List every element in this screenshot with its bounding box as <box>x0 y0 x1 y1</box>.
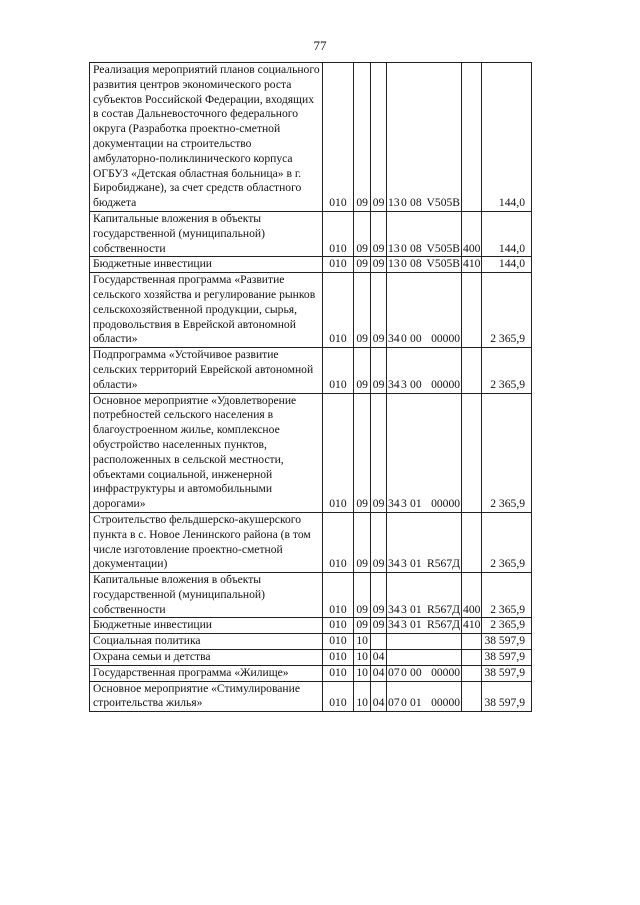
program-code: 34 <box>388 497 400 511</box>
subprogram-code: 0 <box>401 696 407 710</box>
expense-type-code <box>462 681 482 712</box>
expense-type-code: 410 <box>462 257 482 273</box>
row-name: Охрана семьи и детства <box>90 650 323 666</box>
amount-value: 38 597,9 <box>482 650 532 666</box>
expense-type-code <box>462 665 482 681</box>
subprogram-code: 0 <box>401 257 407 271</box>
main-event-code: 01 <box>410 557 422 571</box>
section-code: 10 <box>354 665 371 681</box>
target-article-code <box>387 348 462 393</box>
table-row <box>90 211 640 256</box>
subprogram-code: 3 <box>401 497 407 511</box>
target-article-code <box>387 393 462 512</box>
subsection-code: 09 <box>371 63 387 212</box>
program-code: 13 <box>388 196 400 210</box>
ministry-code: 010 <box>322 257 354 273</box>
program-code: 34 <box>388 602 400 616</box>
row-name: Капитальные вложения в объекты государственной (муниципальной) собственности <box>90 211 323 256</box>
expense-type-code: 410 <box>462 618 482 634</box>
main-event-code: 01 <box>410 696 422 710</box>
ministry-code: 010 <box>322 618 354 634</box>
amount-value: 2 365,9 <box>482 573 532 618</box>
expense-type-code <box>462 634 482 650</box>
subsection-code: 04 <box>371 665 387 681</box>
target-article-code <box>387 63 462 212</box>
direction-code: R567Д <box>427 602 461 616</box>
table-row <box>90 63 640 212</box>
direction-code: R567Д <box>427 557 461 571</box>
section-code: 09 <box>354 573 371 618</box>
program-code: 13 <box>388 257 400 271</box>
subsection-code: 09 <box>371 393 387 512</box>
subsection-code: 09 <box>371 618 387 634</box>
subsection-code: 09 <box>371 273 387 348</box>
table-row <box>90 512 640 572</box>
ministry-code: 010 <box>322 634 354 650</box>
program-code: 07 <box>388 696 400 710</box>
subsection-code: 04 <box>371 650 387 666</box>
page-number: 77 <box>313 38 327 53</box>
main-event-code: 00 <box>410 665 422 679</box>
subprogram-code: 0 <box>401 665 407 679</box>
subprogram-code: 0 <box>401 241 407 255</box>
main-event-code: 00 <box>410 377 422 391</box>
main-event-code: 00 <box>410 332 422 346</box>
direction-code: V505B <box>426 257 461 271</box>
target-article-code <box>387 257 462 273</box>
ministry-code: 010 <box>322 211 354 256</box>
amount-value: 38 597,9 <box>482 634 532 650</box>
expense-type-code: 400 <box>462 573 482 618</box>
row-name: Бюджетные инвестиции <box>90 618 323 634</box>
expense-type-code <box>462 393 482 512</box>
expense-type-code <box>462 650 482 666</box>
section-code: 09 <box>354 273 371 348</box>
amount-value: 2 365,9 <box>482 512 532 572</box>
table-row <box>90 348 640 393</box>
target-article-code <box>387 634 462 650</box>
row-name: Подпрограмма «Устойчивое развитие сельских территорий Еврейской автономной области» <box>90 348 323 393</box>
section-code: 09 <box>354 393 371 512</box>
target-article-code <box>387 273 462 348</box>
row-name: Основное мероприятие «Удовлетворение потребностей сельского населения в благоустроенном жилье, комплексное обустройство населенных пунктов, расположенных в сельской местности, объектами социальной, инженерной инфраструктуры и автомобильными дорогами» <box>90 393 323 512</box>
amount-value: 38 597,9 <box>482 681 532 712</box>
table-row <box>90 681 640 712</box>
row-name: Государственная программа «Жилище» <box>90 665 323 681</box>
ministry-code: 010 <box>322 273 354 348</box>
expense-type-code: 400 <box>462 211 482 256</box>
amount-value: 144,0 <box>482 211 532 256</box>
program-code: 34 <box>388 557 400 571</box>
section-code: 10 <box>354 634 371 650</box>
main-event-code: 08 <box>410 241 422 255</box>
subprogram-code: 0 <box>401 196 407 210</box>
subprogram-code: 0 <box>401 332 407 346</box>
section-code: 09 <box>354 211 371 256</box>
row-name: Капитальные вложения в объекты государственной (муниципальной) собственности <box>90 573 323 618</box>
program-code: 34 <box>388 618 400 632</box>
table-row <box>90 665 640 681</box>
target-article-code <box>387 512 462 572</box>
amount-value: 144,0 <box>482 63 532 212</box>
table-row <box>90 573 640 618</box>
direction-code: V505B <box>426 196 461 210</box>
ministry-code: 010 <box>322 512 354 572</box>
direction-code: V505B <box>426 241 461 255</box>
direction-code: 00000 <box>431 332 461 346</box>
direction-code: 00000 <box>431 665 461 679</box>
target-article-code <box>387 681 462 712</box>
main-event-code: 01 <box>410 497 422 511</box>
target-article-code <box>387 618 462 634</box>
direction-code: 00000 <box>431 377 461 391</box>
section-code: 09 <box>354 618 371 634</box>
expense-type-code <box>462 273 482 348</box>
expense-type-code <box>462 63 482 212</box>
amount-value: 38 597,9 <box>482 665 532 681</box>
main-event-code: 08 <box>410 196 422 210</box>
target-article-code <box>387 573 462 618</box>
ministry-code: 010 <box>322 650 354 666</box>
expense-type-code <box>462 348 482 393</box>
subprogram-code: 3 <box>401 377 407 391</box>
subprogram-code: 3 <box>401 557 407 571</box>
table-row <box>90 618 640 634</box>
ministry-code: 010 <box>322 393 354 512</box>
row-name: Основное мероприятие «Стимулирование строительства жилья» <box>90 681 323 712</box>
budget-table <box>89 62 640 712</box>
row-name: Реализация мероприятий планов социального развития центров экономического роста субъектов Российской Федерации, входящих в состав Дальневосточного федерального округа (Разработка проектно-сметной документации на строительство амбулаторно-поликлинического корпуса ОГБУЗ «Детская областная больница» в г. Биробиджане), за счет средств областного бюджета <box>90 63 323 212</box>
row-name: Бюджетные инвестиции <box>90 257 323 273</box>
amount-value: 2 365,9 <box>482 618 532 634</box>
subsection-code: 09 <box>371 348 387 393</box>
program-code: 13 <box>388 241 400 255</box>
amount-value: 144,0 <box>482 257 532 273</box>
amount-value: 2 365,9 <box>482 348 532 393</box>
subsection-code: 09 <box>371 211 387 256</box>
ministry-code: 010 <box>322 573 354 618</box>
subsection-code: 09 <box>371 512 387 572</box>
table-row <box>90 634 640 650</box>
ministry-code: 010 <box>322 348 354 393</box>
target-article-code <box>387 665 462 681</box>
subprogram-code: 3 <box>401 602 407 616</box>
section-code: 10 <box>354 681 371 712</box>
program-code: 34 <box>388 332 400 346</box>
subprogram-code: 3 <box>401 618 407 632</box>
section-code: 09 <box>354 63 371 212</box>
table-row <box>90 650 640 666</box>
subsection-code: 04 <box>371 681 387 712</box>
main-event-code: 01 <box>410 602 422 616</box>
direction-code: 00000 <box>431 696 461 710</box>
section-code: 10 <box>354 650 371 666</box>
section-code: 09 <box>354 257 371 273</box>
row-name: Государственная программа «Развитие сельского хозяйства и регулирование рынков сельскохозяйственной продукции, сырья, продовольствия в Еврейской автономной области» <box>90 273 323 348</box>
target-article-code <box>387 211 462 256</box>
table-row <box>90 393 640 512</box>
subsection-code: 09 <box>371 257 387 273</box>
program-code: 34 <box>388 377 400 391</box>
program-code: 07 <box>388 665 400 679</box>
subsection-code: 09 <box>371 573 387 618</box>
direction-code: 00000 <box>431 497 461 511</box>
target-article-code <box>387 650 462 666</box>
main-event-code: 08 <box>410 257 422 271</box>
table-row <box>90 257 640 273</box>
amount-value: 2 365,9 <box>482 393 532 512</box>
direction-code: R567Д <box>427 618 461 632</box>
ministry-code: 010 <box>322 665 354 681</box>
row-name: Строительство фельдшерско-акушерского пункта в с. Новое Ленинского района (в том числе изготовление проектно-сметной документации) <box>90 512 323 572</box>
main-event-code: 01 <box>410 618 422 632</box>
subsection-code <box>371 634 387 650</box>
amount-value: 2 365,9 <box>482 273 532 348</box>
row-name: Социальная политика <box>90 634 323 650</box>
table-row <box>90 273 640 348</box>
expense-type-code <box>462 512 482 572</box>
section-code: 09 <box>354 512 371 572</box>
section-code: 09 <box>354 348 371 393</box>
ministry-code: 010 <box>322 63 354 212</box>
ministry-code: 010 <box>322 681 354 712</box>
